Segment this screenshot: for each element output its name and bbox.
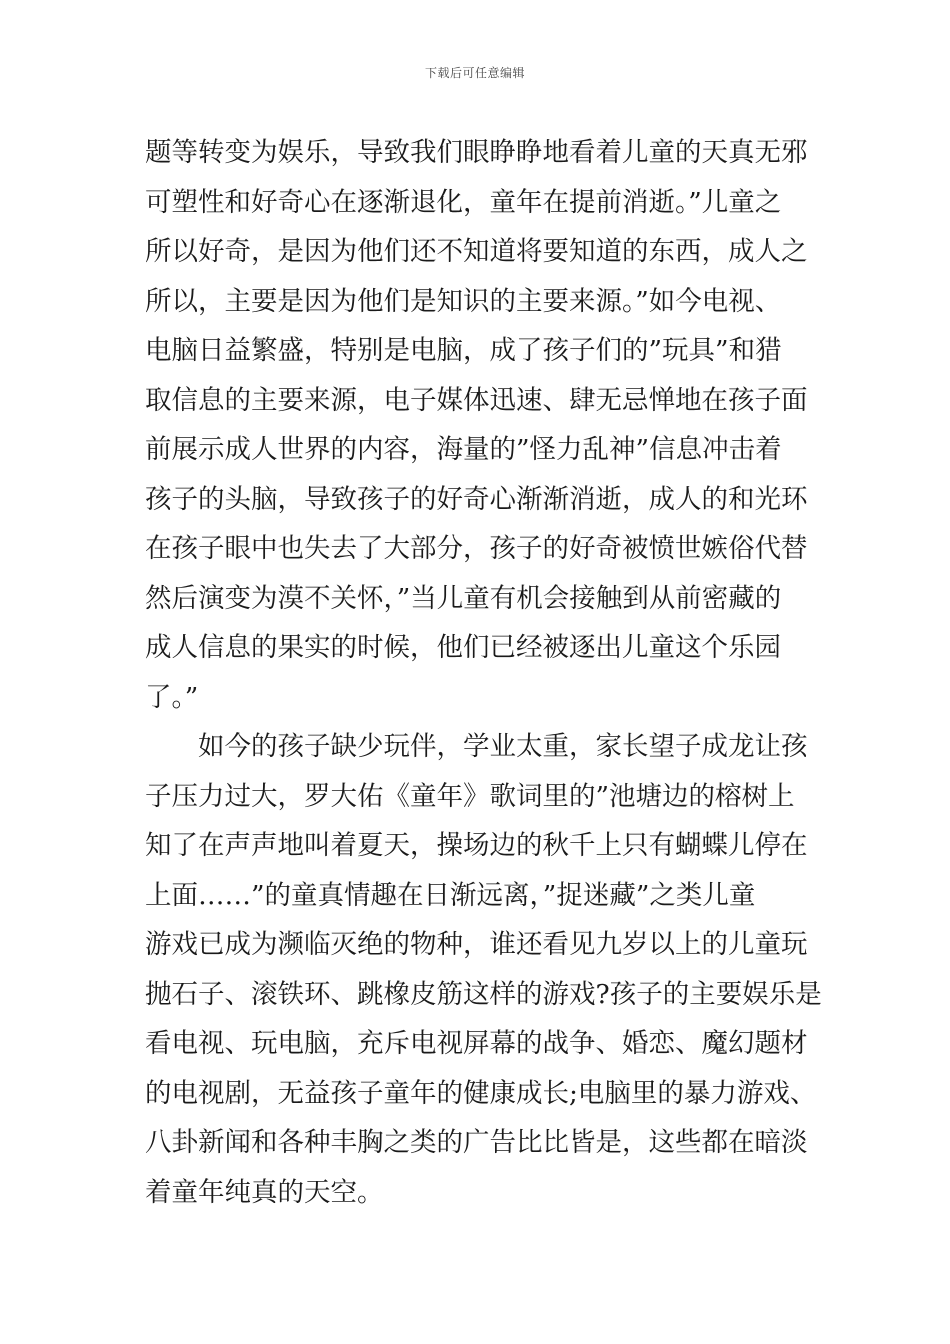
text-line: 在孩子眼中也失去了大部分，孩子的好奇被愤世嫉俗代替 — [145, 533, 808, 564]
document-body — [145, 128, 822, 1217]
text-line: 如今的孩子缺少玩伴，学业太重，家长望子成龙让孩 — [145, 731, 808, 762]
text-line: 取信息的主要来源，电子媒体迅速、肆无忌惮地在孩子面 — [145, 384, 808, 416]
text-line: 前展示成人世界的内容，海量的”怪力乱神”信息冲击着 — [145, 434, 782, 465]
text-line: 抛石子、滚铁环、跳橡皮筋这样的游戏?孩子的主要娱乐是 — [145, 978, 822, 1010]
page-header-note: 下载后可任意编辑 — [424, 66, 525, 80]
text-line: 知了在声声地叫着夏天，操场边的秋千上只有蝴蝶儿停在 — [145, 830, 808, 861]
text-line: 电脑日益繁盛，特别是电脑，成了孩子们的”玩具”和猎 — [145, 335, 782, 366]
text-line: 然后演变为漠不关怀，”当儿童有机会接触到从前密藏的 — [145, 582, 782, 614]
text-line: 成人信息的果实的时候，他们已经被逐出儿童这个乐园 — [145, 632, 781, 663]
text-line: 着童年纯真的天空。 — [145, 1176, 384, 1208]
text-line: 上面……”的童真情趣在日渐远离，”捉迷藏”之类儿童 — [145, 879, 756, 911]
paragraph — [145, 722, 822, 1217]
text-line: 孩子的头脑，导致孩子的好奇心渐渐消逝，成人的和光环 — [145, 483, 808, 515]
text-line: 看电视、玩电脑，充斥电视屏幕的战争、婚恋、魔幻题材 — [145, 1028, 808, 1059]
text-line: 游戏已成为濒临灭绝的物种，谁还看见九岁以上的儿童玩 — [145, 929, 808, 960]
text-line: 的电视剧，无益孩子童年的健康成长;电脑里的暴力游戏、 — [145, 1077, 817, 1109]
text-line: 子压力过大，罗大佑《童年》歌词里的”池塘边的榕树上 — [145, 780, 795, 812]
text-line: 可塑性和好奇心在逐渐退化，童年在提前消逝。”儿童之 — [145, 186, 782, 218]
text-line: 题等转变为娱乐，导致我们眼睁睁地看着儿童的天真无邪 — [145, 137, 808, 168]
text-line: 所以，主要是因为他们是知识的主要来源。”如今电视、 — [145, 285, 782, 317]
text-line: 八卦新闻和各种丰胸之类的广告比比皆是，这些都在暗淡 — [145, 1127, 808, 1158]
text-line: 了。” — [145, 681, 199, 713]
paragraph — [145, 128, 815, 722]
text-line: 所以好奇，是因为他们还不知道将要知道的东西，成人之 — [145, 236, 808, 267]
